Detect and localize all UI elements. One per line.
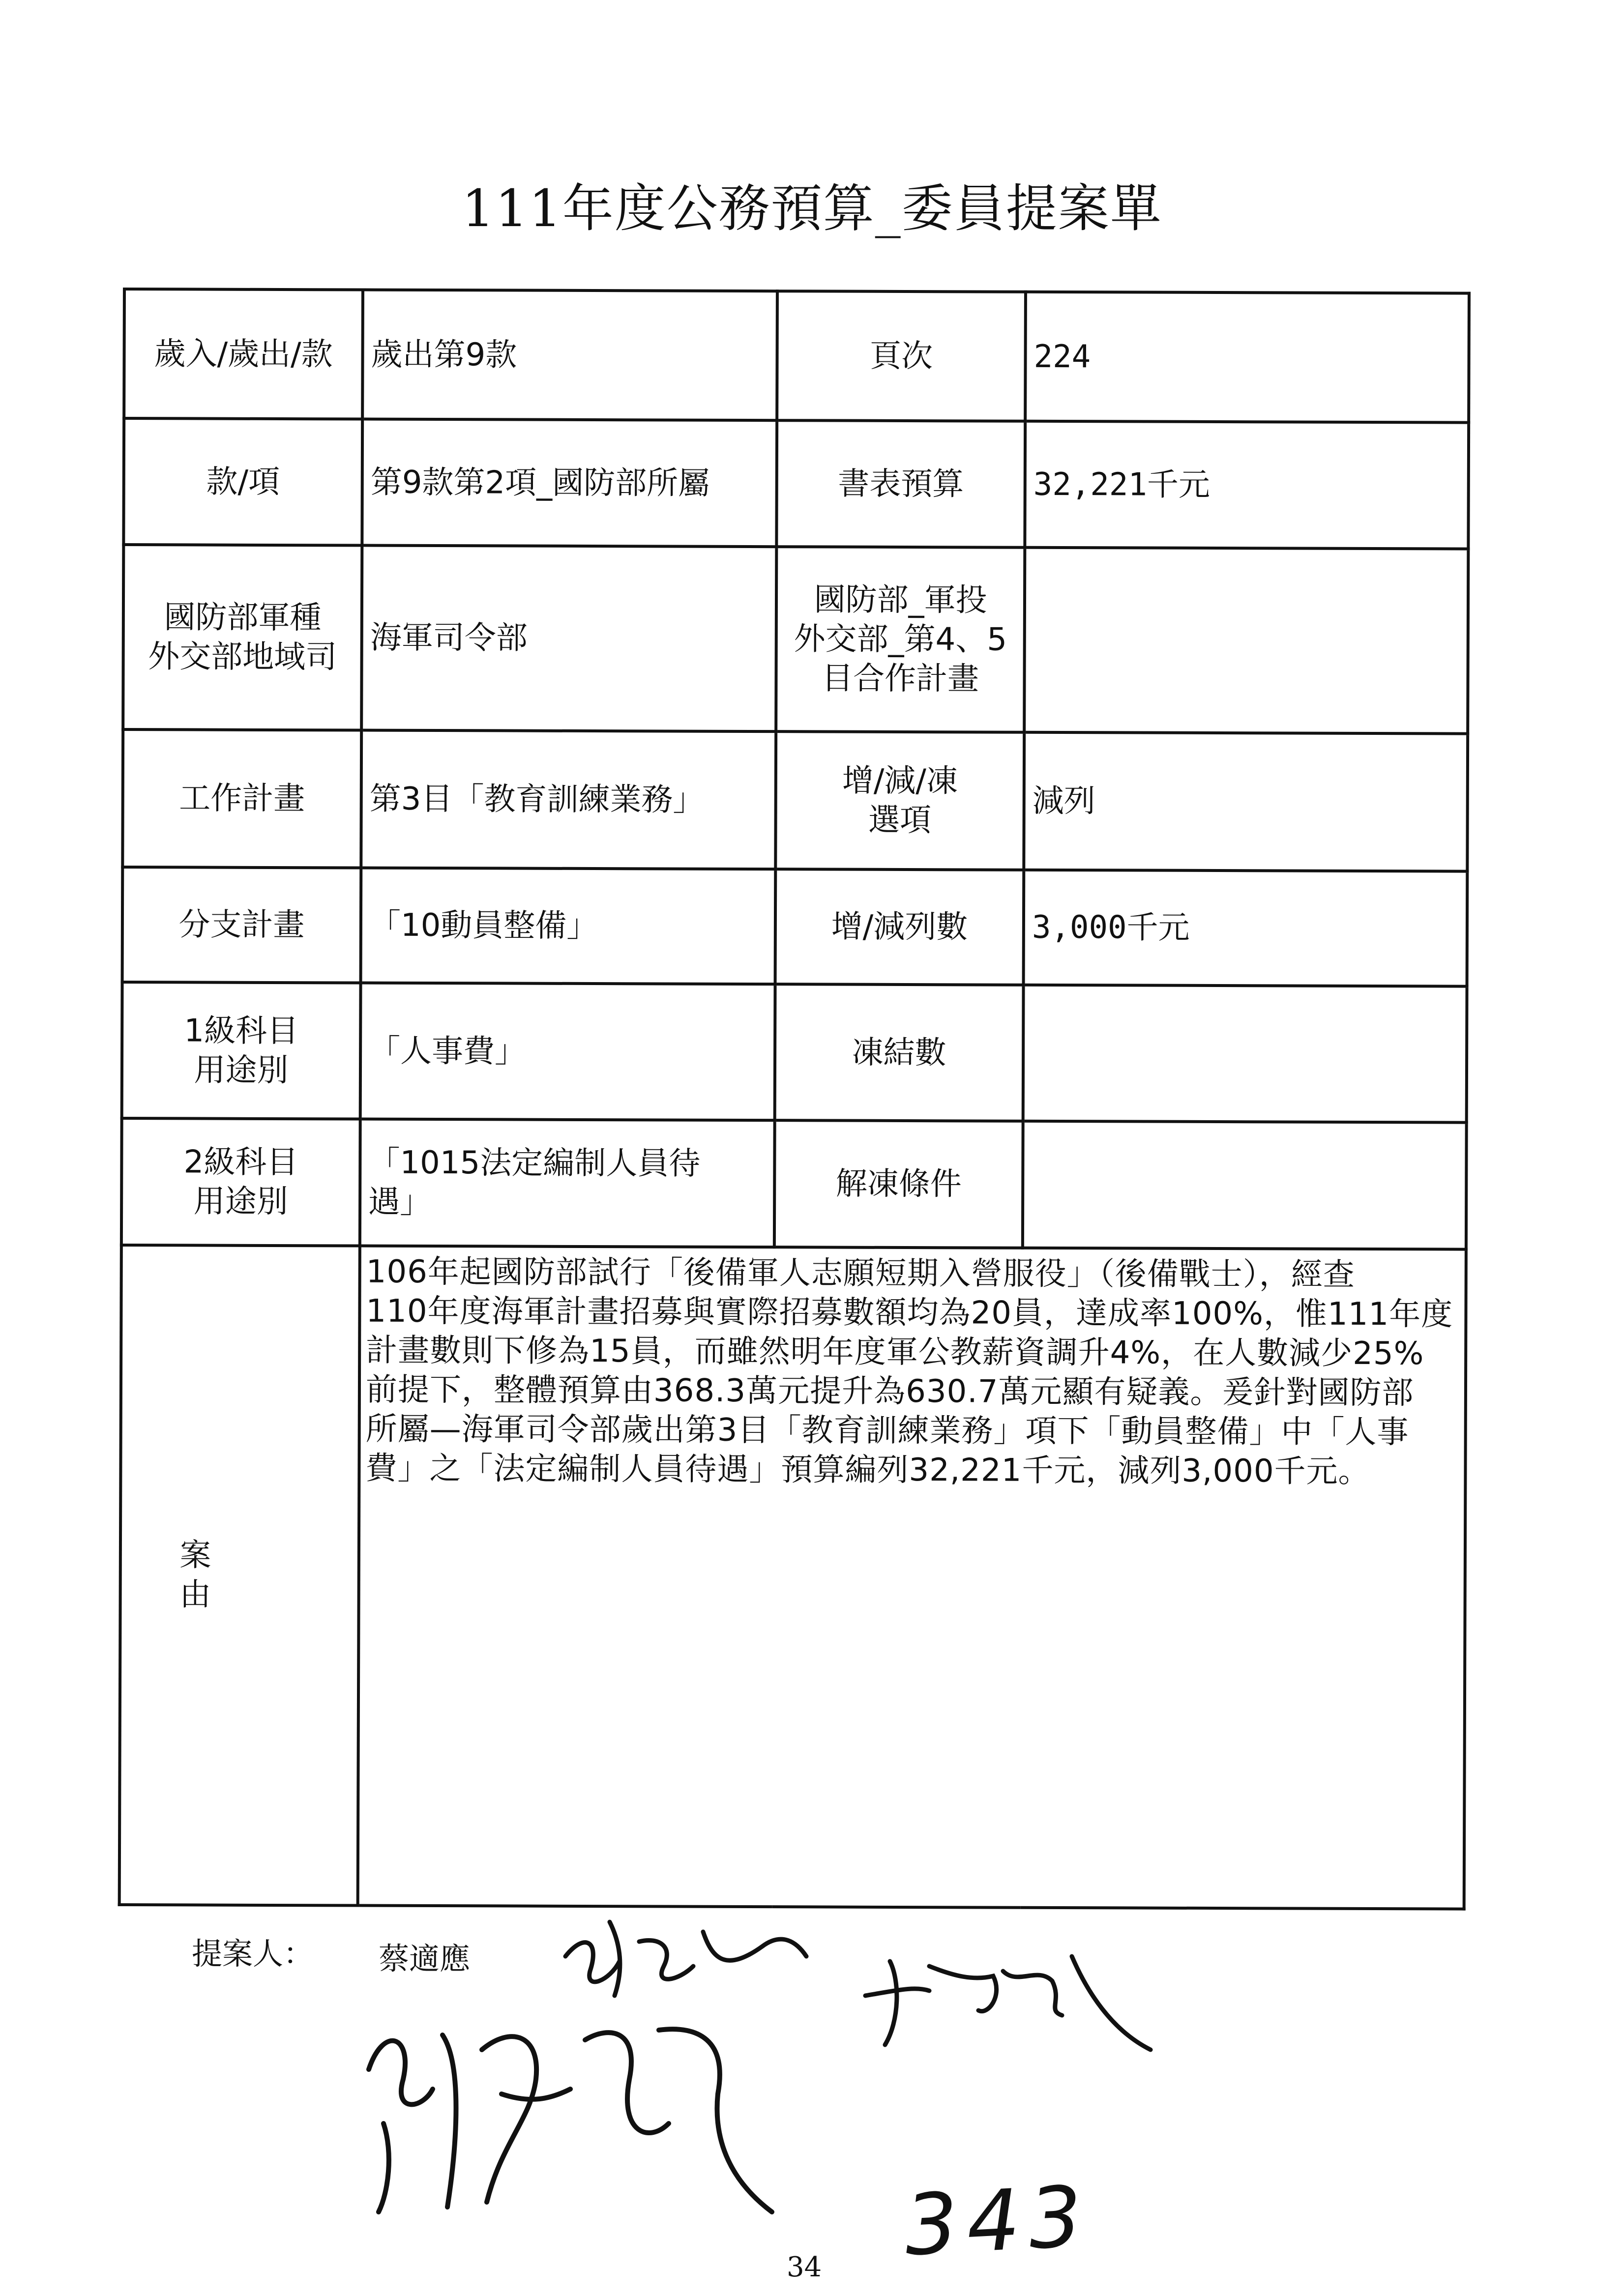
field-value: 「10動員整備」: [361, 868, 776, 985]
field-label-line: 國防部軍種: [164, 599, 322, 637]
field-label-line: 2級科目: [183, 1144, 298, 1181]
proposal-form-table: [118, 288, 1471, 1911]
field-label-line: 用途別: [194, 1051, 289, 1089]
form-row: [123, 545, 1468, 734]
field-value: [1023, 985, 1467, 1123]
field-value-line: 「1015法定編制人員待: [368, 1144, 701, 1182]
handwritten-number: 343: [902, 2168, 1093, 2275]
field-value: 歲出第9款: [362, 290, 777, 421]
form-row: [122, 982, 1467, 1123]
field-label-line: 外交部_第4、5: [794, 621, 1007, 658]
signature-1: [556, 1912, 811, 2001]
reason-line: 計畫數則下修為15員，而雖然明年度軍公教薪資調升4%，在人數減少25%: [366, 1332, 1424, 1372]
form-row: [122, 729, 1468, 872]
reason-line: 費」之「法定編制人員待遇」預算編列32,221千元，減列3,000千元。: [365, 1450, 1370, 1490]
reason-line: 前提下，整體預算由368.3萬元提升為630.7萬元顯有疑義。爰針對國防部: [365, 1371, 1414, 1412]
field-value-line: 遇」: [368, 1184, 432, 1221]
field-value: [1024, 548, 1468, 734]
reason-text: [358, 1246, 1466, 1909]
field-label: 解凍條件: [774, 1120, 1023, 1248]
field-label: 款/項: [123, 418, 362, 546]
field-value: [1023, 1121, 1467, 1250]
field-label: 書表預算: [776, 420, 1025, 548]
form-row: [122, 867, 1468, 987]
field-label: [122, 982, 361, 1119]
reason-row: [119, 1245, 1466, 1909]
field-label-line: 選項: [868, 802, 932, 839]
field-label: 頁次: [777, 291, 1026, 421]
field-value: 第3目「教育訓練業務」: [361, 730, 776, 870]
form-row: [121, 1118, 1467, 1250]
field-label-line: 國防部_軍投: [814, 581, 987, 619]
field-value: 32,221千元: [1025, 421, 1469, 549]
field-label: 歲入/歲出/款: [124, 289, 363, 419]
reason-line: 110年度海軍計畫招募與實際招募數額均為20員，達成率100%，惟111年度: [366, 1293, 1453, 1333]
signature-2: [856, 1932, 1160, 2060]
field-label: 工作計畫: [122, 729, 361, 868]
field-value: 減列: [1024, 732, 1468, 872]
field-label-line: 用途別: [193, 1183, 288, 1221]
field-value: [360, 1119, 775, 1248]
reason-label: 案由: [119, 1245, 360, 1906]
reason-line: 所屬—海軍司令部歲出第3目「教育訓練業務」項下「動員整備」中「人事: [365, 1411, 1409, 1451]
field-label: 增/減列數: [775, 869, 1024, 985]
form-row: [124, 289, 1469, 423]
reason-line: 106年起國防部試行「後備軍人志願短期入營服役」（後備戰士），經查: [366, 1253, 1355, 1293]
proposer-label: 提案人：: [192, 1936, 314, 1972]
form-title: 111年度公務預算_委員提案單: [462, 178, 1162, 238]
field-label-line: 1級科目: [184, 1012, 299, 1049]
field-label: [776, 547, 1025, 732]
field-value: 海軍司令部: [361, 546, 776, 732]
field-value: 「人事費」: [360, 983, 775, 1121]
field-label: [775, 731, 1024, 870]
proposer-name: 蔡適應: [379, 1941, 471, 1976]
field-label: 分支計畫: [122, 867, 361, 983]
field-value: 第9款第2項_國防部所屬: [362, 419, 777, 547]
field-label: 凍結數: [775, 984, 1024, 1121]
page-number: 34: [787, 2251, 822, 2283]
field-value: 224: [1025, 292, 1469, 423]
signature-3: [354, 1996, 787, 2227]
field-value: 3,000千元: [1024, 870, 1468, 987]
form-row: [123, 418, 1469, 549]
field-label-line: 目合作計畫: [821, 660, 979, 698]
field-label-line: 外交部地域司: [148, 639, 337, 676]
field-label: [123, 545, 362, 730]
field-label-line: 增/減/凍: [842, 762, 958, 800]
field-label: [121, 1118, 360, 1246]
